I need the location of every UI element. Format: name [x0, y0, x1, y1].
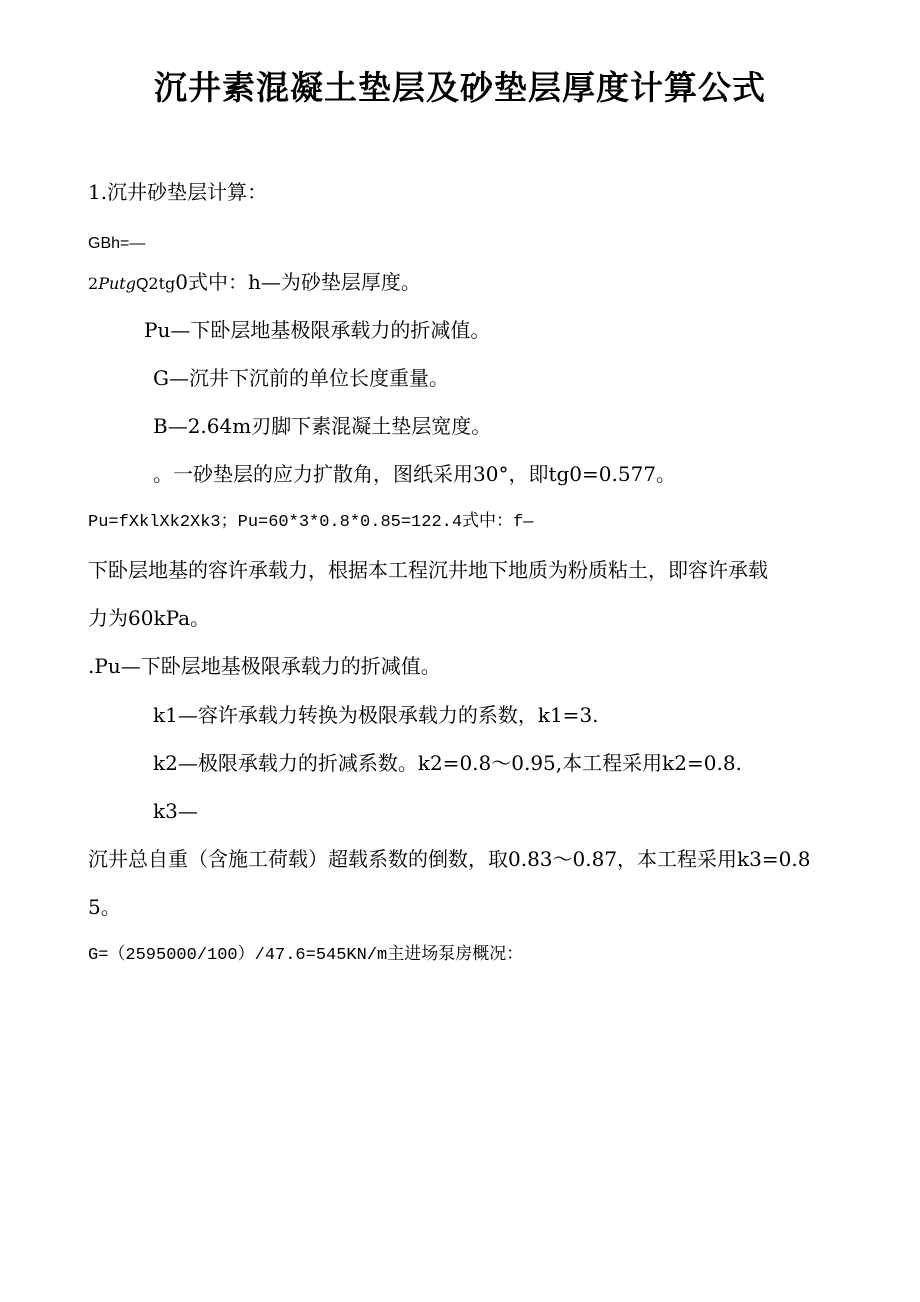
formula-top: GBh=—: [88, 235, 146, 252]
paragraph-k3-line1: 沉井总自重（含施工荷载）超载系数的倒数，取0.83〜0.87，本工程采用k3=0.8: [88, 847, 811, 871]
formula-line: [88, 270, 421, 297]
document-title: 沉井素混凝土垫层及砂垫层厚度计算公式: [154, 68, 766, 107]
definition-theta: 。一砂垫层的应力扩散角，图纸采用30°，即tg0=0.577。: [153, 462, 677, 486]
paragraph-f-line1: 下卧层地基的容许承载力，根据本工程沉井地下地质为粉质粘土，即容许承载: [88, 558, 768, 582]
paragraph-pu-repeat: .Pu—下卧层地基极限承载力的折减值。: [88, 654, 441, 678]
definition-g: G—沉井下沉前的单位长度重量。: [153, 366, 449, 390]
definition-b: B—2.64m刃脚下素混凝土垫层宽度。: [153, 414, 492, 438]
definition-k3-label: k3—: [153, 799, 198, 823]
paragraph-k3-line2: 5。: [88, 895, 121, 919]
formula-part-e: 0式中：h—为砂垫层厚度。: [175, 270, 421, 294]
calculation-pu: Pu=fXklXk2Xk3；Pu=60*3*0.8*0.85=122.4式中：f—: [88, 513, 534, 532]
definition-k2: k2—极限承载力的折减系数。k2=0.8〜0.95,本工程采用k2=0.8.: [153, 751, 742, 775]
section-heading: 1.沉井砂垫层计算：: [88, 180, 268, 204]
definition-pu: Pu—下卧层地基极限承载力的折减值。: [144, 318, 491, 342]
formula-part-b: Putg: [98, 274, 136, 293]
definition-k1: k1—容许承载力转换为极限承载力的系数，k1=3.: [153, 703, 599, 727]
formula-part-a: 2: [88, 274, 99, 293]
paragraph-f-line2: 力为60kPa。: [88, 606, 211, 630]
formula-part-d: 2tg: [148, 274, 176, 293]
formula-part-c: Q: [135, 276, 149, 293]
calculation-g: G=（2595000/100）/47.6=545KN/m主进场泵房概况：: [88, 946, 524, 965]
